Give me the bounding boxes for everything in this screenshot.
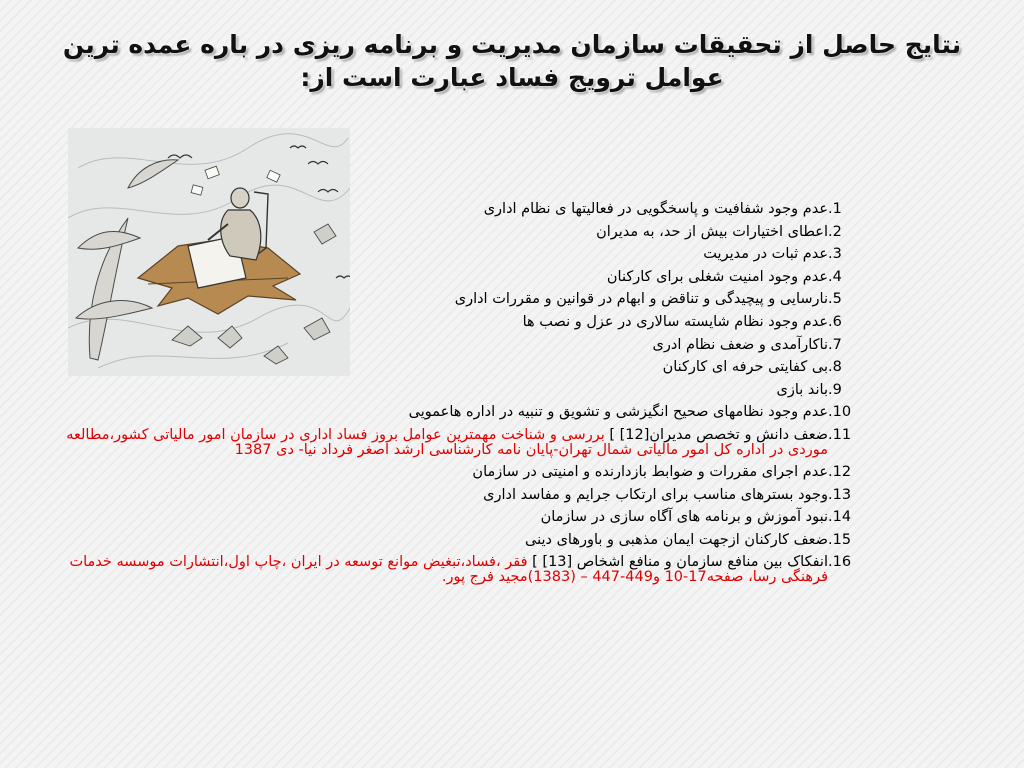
list-number: 1. [828, 201, 842, 217]
list-item-11 [40, 424, 870, 461]
list-number: 16. [828, 554, 852, 571]
list-text: ضعف کارکنان ازجهت ایمان مذهبی و باورهای دینی [525, 531, 828, 548]
list-text: نارسایی و پیچیدگی و تناقض و ابهام در قوانین و مقررات اداری [454, 291, 828, 308]
list-text: عدم وجود نظامهای صحیح انگیزشی و تشویق و تنبیه در اداره هاعمویی [408, 404, 828, 421]
list-number: 6. [828, 313, 842, 330]
list-item-1 [40, 198, 870, 221]
list-item-16 [40, 551, 870, 588]
list-number: 8. [828, 359, 842, 376]
reference-note: فقر ،فساد،تبغیض موانع توسعه در ایران ،چاپ اول،انتشارات موسسه خدمات فرهنگی رسا، صفحه17-10 و449-447 – (1383)مجید فرج پور. [69, 554, 828, 586]
list-text [40, 424, 828, 461]
list-item-7 [40, 334, 870, 357]
list-item-4 [40, 266, 870, 289]
list-text: اعطای اختیارات بیش از حد، به مدیران [596, 223, 828, 240]
list-item-9 [40, 379, 870, 402]
list-text: عدم اجرای مقررات و ضوابط بازدارنده و امنیتی در سازمان [472, 463, 828, 480]
list-number: 3. [828, 246, 842, 263]
list-number: 10. [828, 404, 852, 421]
list-item-12 [40, 461, 870, 484]
list-item-10 [40, 401, 870, 424]
list-text: عدم وجود نظام شایسته سالاری در عزل و نصب ها [522, 313, 828, 330]
corruption-factors-list [40, 198, 870, 588]
list-item-8 [40, 356, 870, 379]
title-line-2: عوامل ترویج فساد عبارت است از: [300, 63, 724, 92]
slide-title [30, 28, 994, 94]
list-item-15 [40, 529, 870, 552]
list-number: 4. [828, 268, 842, 285]
list-number: 9. [828, 381, 842, 398]
list-text: عدم وجود شفافیت و پاسخگویی در فعالیتها ی نظام اداری [483, 201, 828, 217]
list-text: نبود آموزش و برنامه های آگاه سازی در سازمان [540, 509, 828, 526]
list-number: 7. [828, 336, 842, 353]
list-item-14 [40, 506, 870, 529]
list-number: 15. [828, 531, 852, 548]
list-text: عدم ثبات در مدیریت [703, 246, 828, 263]
list-item-2 [40, 221, 870, 244]
list-number: 12. [828, 463, 852, 480]
title-line-1: نتایج حاصل از تحقیقات سازمان مدیریت و برنامه ریزی در باره عمده ترین [62, 30, 962, 59]
list-number: 14. [828, 509, 852, 526]
list-item-5 [40, 288, 870, 311]
list-number: 11. [828, 426, 852, 443]
list-text [40, 551, 828, 588]
list-item-3 [40, 243, 870, 266]
list-item-6 [40, 311, 870, 334]
list-text: بی کفایتی حرفه ای کارکنان [662, 359, 828, 376]
list-number: 13. [828, 486, 852, 503]
list-text: عدم وجود امنیت شغلی برای کارکنان [606, 268, 828, 285]
reference-note: بررسی و شناخت مهمترین عوامل بروز فساد اداری در سازمان امور مالیاتی کشور،مطالعه موردی در اداره کل امور مالیاتی شمال تهران-پایان نامه کارشناسی ارشد اصغر فرداد نیا- دی 1387 [66, 426, 828, 458]
list-number: 2. [828, 223, 842, 240]
item-main-text: ضعف دانش و تخصص مدیران[12] ] [609, 426, 828, 443]
item-main-text: انفکاک بین منافع سازمان و منافع اشخاص [13] ] [532, 554, 828, 571]
list-text: باند بازی [776, 381, 828, 398]
list-text: ناکارآمدی و ضعف نظام ادری [652, 336, 828, 353]
list-text: وجود بسترهای مناسب برای ارتکاب جرایم و مفاسد اداری [483, 486, 828, 503]
list-item-13 [40, 484, 870, 507]
list-number: 5. [828, 291, 842, 308]
